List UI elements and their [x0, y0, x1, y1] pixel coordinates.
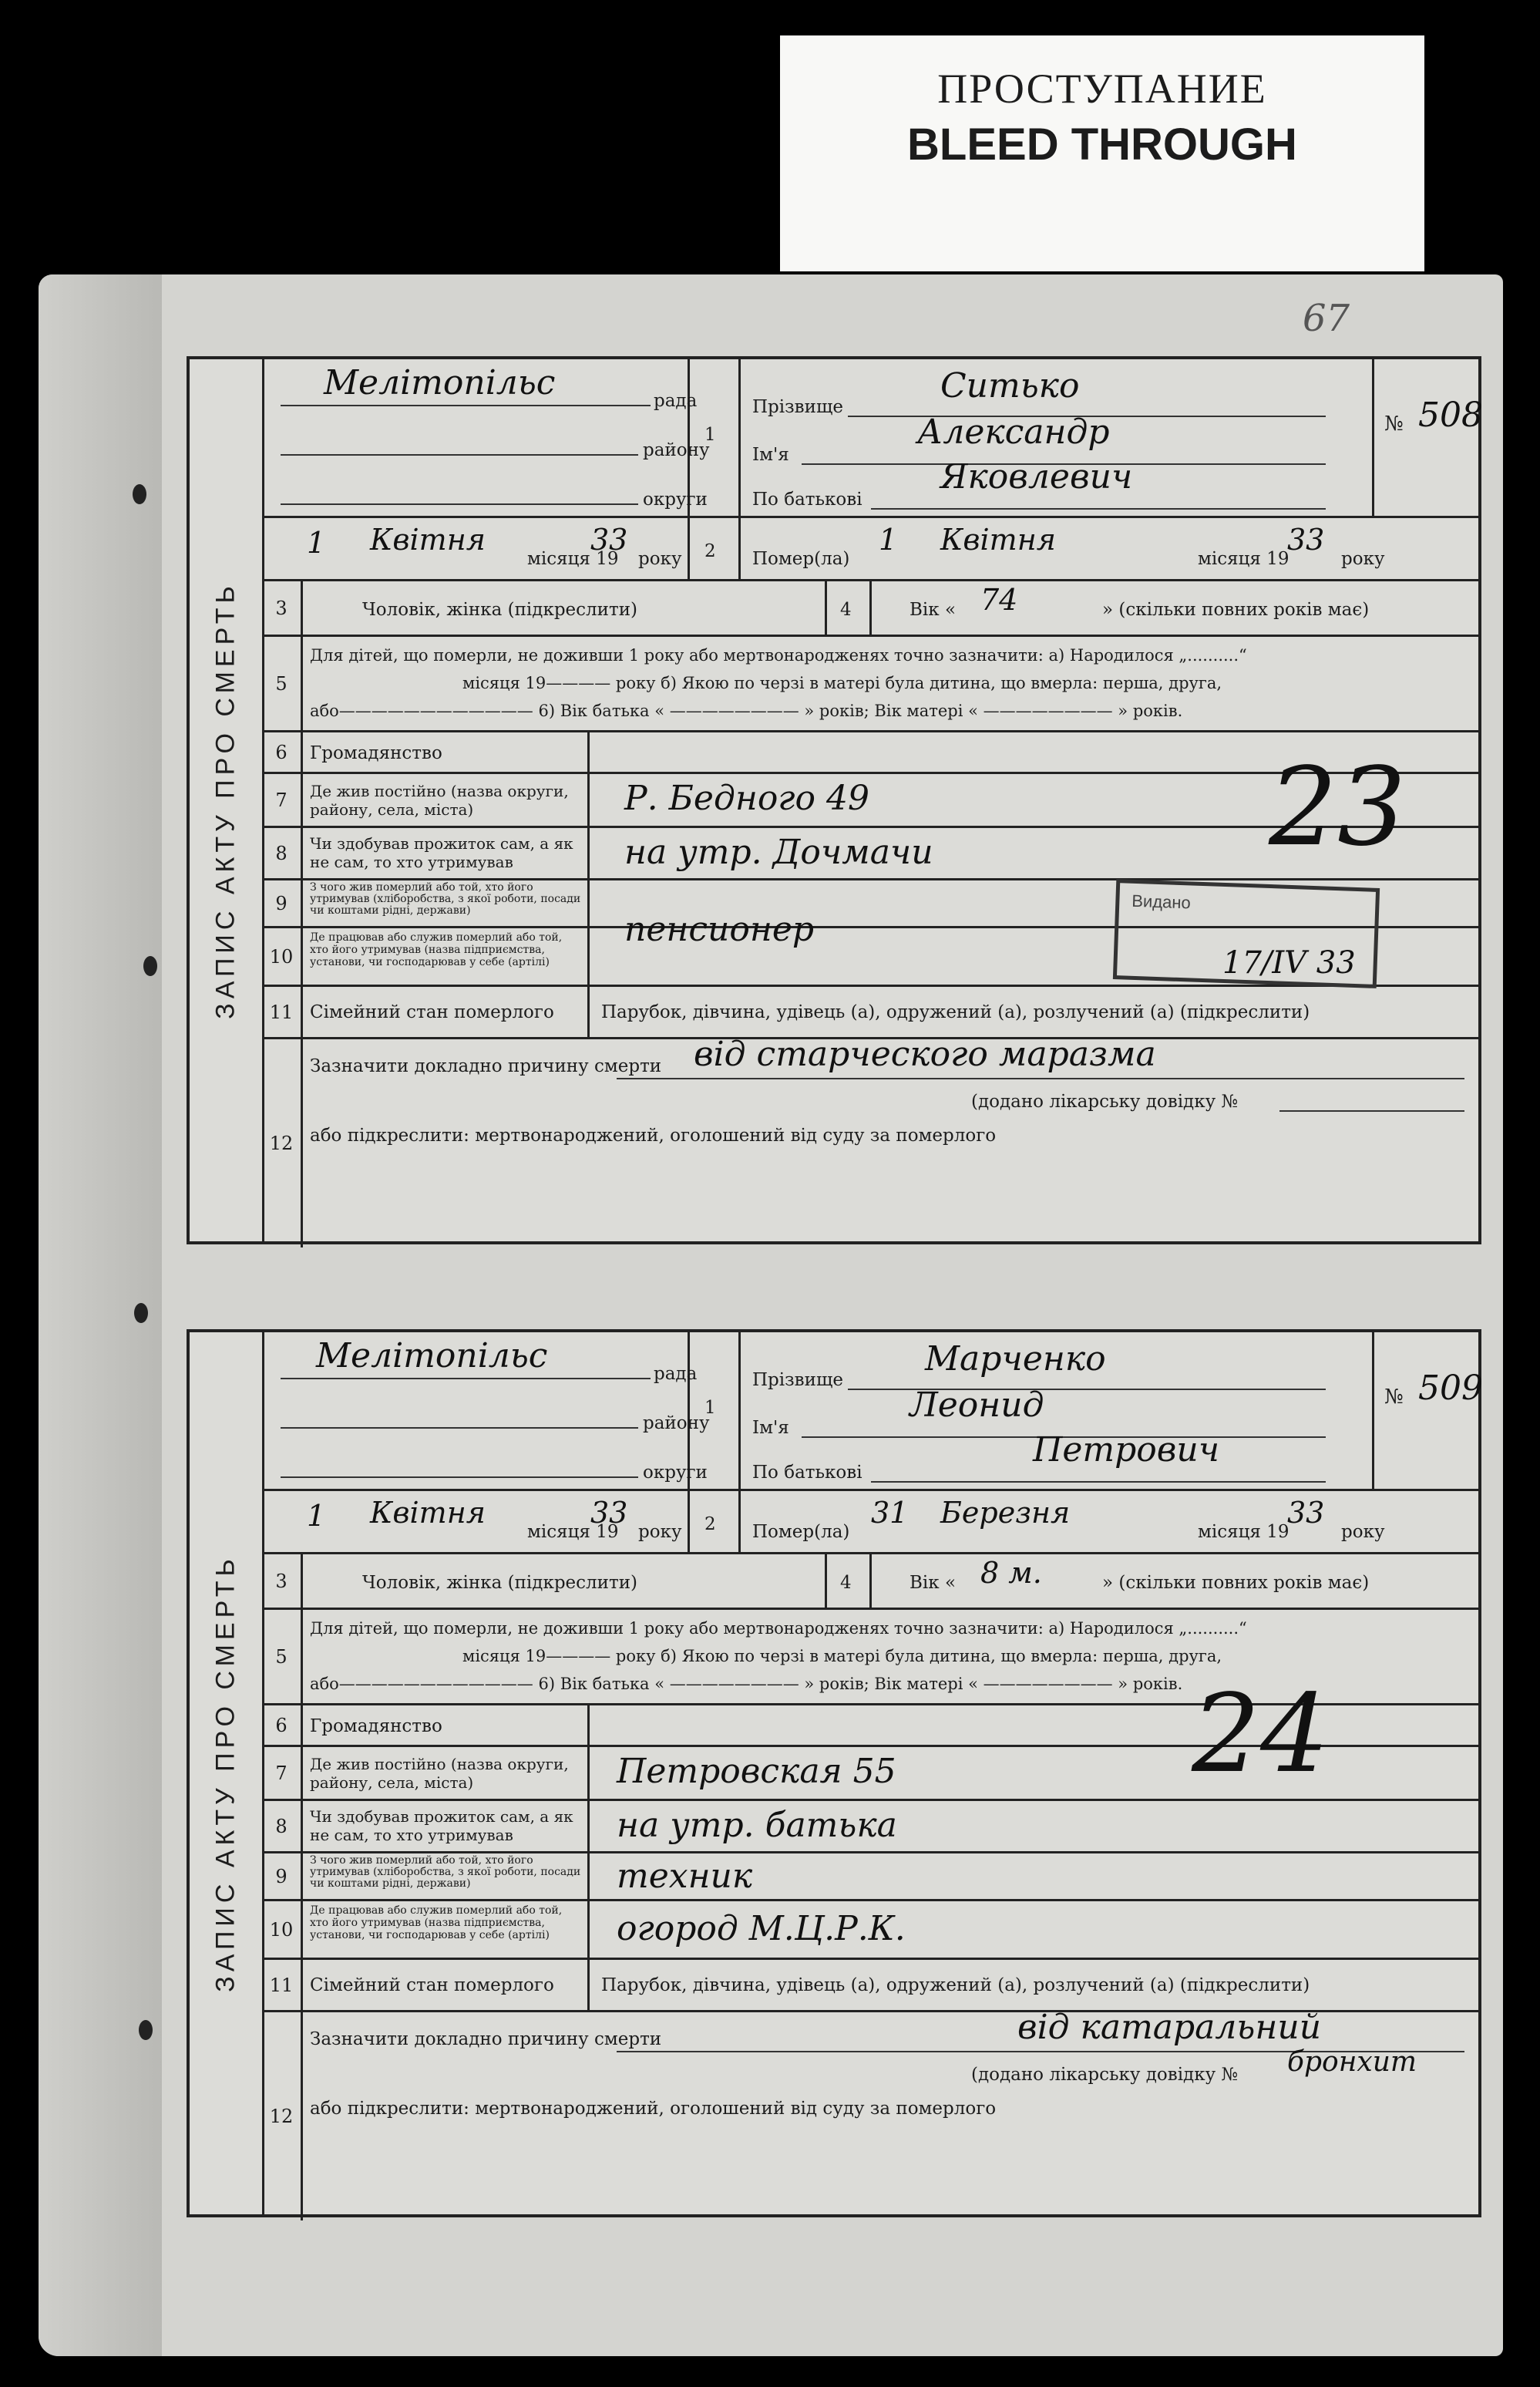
children-line-3: або———————————— 6) Вік батька « ———————— » років; Вік матері « ———————— » років.	[310, 702, 1183, 720]
row-12	[262, 1037, 1478, 1247]
children-line-2: місяця 19———— року б) Якою по черзі в матері була дитина, що вмерла: перша, друга,	[462, 674, 1222, 692]
died-day-handwritten: 1	[879, 523, 898, 557]
citizenship-label: Громадянство	[310, 1716, 442, 1736]
row-number: 11	[262, 1960, 303, 2010]
row-8	[262, 1799, 1478, 1851]
workplace-handwritten: огород М.Ц.Р.К.	[617, 1909, 906, 1948]
marital-label: Сімейний стан померлого	[310, 1002, 554, 1022]
header-row	[262, 357, 1483, 516]
label-line-2: BLEED THROUGH	[907, 120, 1297, 170]
reg-month-handwritten: Квітня	[370, 523, 486, 557]
row-number: 5	[262, 1610, 303, 1703]
rada-handwritten: Мелітопільс	[316, 1336, 548, 1375]
row-number: 2	[704, 1514, 716, 1534]
reg-month-label: місяця 19	[527, 549, 619, 569]
reg-month-label: місяця 19	[527, 1522, 619, 1542]
row-number: 3	[262, 581, 303, 635]
row-10	[262, 1899, 1478, 1958]
name-handwritten: Леонид	[910, 1385, 1044, 1425]
died-label: Помер(ла)	[752, 549, 850, 569]
support-label: Чи здобував прожиток сам, а як не сам, то хто утримував	[310, 1807, 573, 1844]
patronymic-handwritten: Петрович	[1033, 1430, 1220, 1470]
row-number: 1	[704, 1398, 716, 1418]
name-handwritten: Александр	[917, 412, 1110, 452]
row-number: 4	[840, 1573, 852, 1593]
children-line-1: Для дітей, що померли, не доживши 1 року або мертвонародженях точно зазначити: а) Народилося „..........“	[310, 646, 1247, 665]
row-number: 3	[262, 1554, 303, 1608]
raion-label: району	[643, 440, 710, 460]
row-number: 11	[262, 987, 303, 1037]
sex-label: Чоловік, жінка (підкреслити)	[362, 1573, 638, 1593]
row-9	[262, 1851, 1478, 1899]
row-number: 12	[262, 2012, 303, 2220]
workplace-label: Де працював або служив померлий або той, хто його утримував (назва підприємства, установи, чи господарював у себе (артілі)	[310, 931, 563, 968]
row-number: 2	[704, 541, 716, 561]
reg-year-label: року	[638, 549, 682, 569]
sex-label: Чоловік, жінка (підкреслити)	[362, 600, 638, 620]
cause-line-2: або підкреслити: мертвонароджений, оголошений від суду за померлого	[310, 2099, 997, 2119]
died-month-handwritten: Квітня	[940, 523, 1056, 557]
death-record-1	[187, 356, 1481, 1244]
cause-label: Зазначити докладно причину смерти	[310, 1056, 662, 1076]
occupation-handwritten: пенсионер	[624, 910, 815, 949]
children-line-2: місяця 19———— року б) Якою по черзі в матері була дитина, що вмерла: перша, друга,	[462, 1647, 1222, 1665]
died-year-handwritten: 33	[1287, 523, 1325, 557]
row-number: 1	[704, 425, 716, 445]
row-5	[262, 635, 1478, 730]
died-year-label: року	[1341, 549, 1385, 569]
cause-label: Зазначити докладно причину смерти	[310, 2029, 662, 2049]
row-11	[262, 985, 1478, 1037]
income-label: З чого жив померлий або той, хто його утримував (хліборобства, з якої роботи, посади чи коштами рідні, держави)	[310, 881, 581, 917]
side-title-box	[190, 1332, 264, 2214]
row-number: 7	[262, 774, 303, 826]
row-number: 8	[262, 1801, 303, 1851]
died-year-label: року	[1341, 1522, 1385, 1542]
rada-handwritten: Мелітопільс	[324, 363, 556, 402]
row-number: 6	[262, 1705, 303, 1745]
died-year-handwritten: 33	[1287, 1496, 1325, 1530]
row-3-4	[262, 579, 1478, 635]
income-label: З чого жив померлий або той, хто його утримував (хліборобства, з якої роботи, посади чи коштами рідні, держави)	[310, 1854, 581, 1890]
stamp-date-handwritten: 17/IV 33	[1222, 945, 1356, 981]
rada-label: рада	[654, 1364, 698, 1384]
cause-handwritten: від катаральний	[1017, 2008, 1322, 2047]
number-label: №	[1384, 412, 1404, 436]
children-line-3: або———————————— 6) Вік батька « ———————— » років; Вік матері « ———————— » років.	[310, 1675, 1183, 1693]
certificate-note: (додано лікарську довідку №	[971, 1092, 1239, 1112]
age-handwritten: 8 м.	[980, 1556, 1042, 1590]
children-line-1: Для дітей, що померли, не доживши 1 року або мертвонародженях точно зазначити: а) Народилося „..........“	[310, 1619, 1247, 1638]
marital-options: Парубок, дівчина, удівець (а), одружений (а), розлучений (а) (підкреслити)	[601, 1975, 1310, 1995]
okruhy-label: округи	[643, 1463, 708, 1483]
row-number: 9	[262, 1853, 303, 1899]
reg-day-handwritten: 1	[307, 1499, 326, 1533]
occupation-handwritten: техник	[617, 1857, 753, 1896]
record-number-handwritten: 509	[1418, 1369, 1483, 1408]
bleed-through-label	[780, 35, 1424, 271]
age-label: Вік «	[910, 600, 957, 620]
surname-label: Прізвище	[752, 1370, 843, 1390]
age-suffix: » (скільки повних років має)	[1102, 600, 1370, 620]
citizenship-label: Громадянство	[310, 743, 442, 763]
marital-options: Парубок, дівчина, удівець (а), одружений (а), розлучений (а) (підкреслити)	[601, 1002, 1310, 1022]
support-handwritten: на утр. Дочмачи	[624, 833, 933, 872]
patronymic-label: По батькові	[752, 490, 862, 510]
died-day-handwritten: 31	[871, 1496, 909, 1530]
cause-handwritten-2: бронхит	[1287, 2046, 1417, 2078]
record-number-handwritten: 508	[1418, 396, 1483, 435]
died-month-handwritten: Березня	[940, 1496, 1071, 1530]
row-number: 8	[262, 828, 303, 878]
row-number: 9	[262, 880, 303, 926]
age-label: Вік «	[910, 1573, 957, 1593]
row-11	[262, 1958, 1478, 2010]
patronymic-label: По батькові	[752, 1463, 862, 1483]
stamp-text: Видано	[1131, 890, 1192, 913]
reg-year-handwritten: 33	[590, 1496, 628, 1530]
support-label: Чи здобував прожиток сам, а як не сам, то хто утримував	[310, 834, 573, 871]
punch-hole	[134, 1303, 148, 1323]
cause-handwritten: від старческого маразма	[694, 1035, 1156, 1074]
side-title-box	[190, 359, 264, 1241]
died-label: Помер(ла)	[752, 1522, 850, 1542]
raion-label: району	[643, 1413, 710, 1433]
reg-year-handwritten: 33	[590, 523, 628, 557]
reg-month-handwritten: Квітня	[370, 1496, 486, 1530]
cause-line-2: або підкреслити: мертвонароджений, оголошений від суду за померлого	[310, 1126, 997, 1146]
age-handwritten: 74	[980, 583, 1018, 617]
header-row	[262, 1330, 1483, 1489]
residence-label: Де жив постійно (назва округи, району, села, міста)	[310, 782, 569, 819]
row-number: 7	[262, 1747, 303, 1799]
name-label: Ім'я	[752, 1418, 789, 1438]
date-row	[262, 1489, 1478, 1552]
surname-label: Прізвище	[752, 397, 843, 417]
residence-label: Де жив постійно (назва округи, району, села, міста)	[310, 1755, 569, 1792]
marital-label: Сімейний стан померлого	[310, 1975, 554, 1995]
register-number: 23	[1269, 745, 1407, 870]
row-number: 10	[262, 1901, 303, 1958]
workplace-label: Де працював або служив померлий або той, хто його утримував (назва підприємства, установи, чи господарював у себе (артілі)	[310, 1904, 563, 1941]
row-12	[262, 2010, 1478, 2220]
row-number: 12	[262, 1039, 303, 1247]
name-label: Ім'я	[752, 445, 789, 465]
death-record-2	[187, 1329, 1481, 2217]
died-month-label: місяця 19	[1198, 1522, 1289, 1542]
reg-year-label: року	[638, 1522, 682, 1542]
surname-handwritten: Ситько	[940, 366, 1080, 406]
patronymic-handwritten: Яковлевич	[940, 457, 1133, 497]
residence-handwritten: Петровская 55	[617, 1752, 896, 1791]
side-title: ЗАПИС АКТУ ПРО СМЕРТЬ	[210, 581, 240, 1019]
okruhy-label: округи	[643, 490, 708, 510]
punch-hole	[133, 484, 146, 504]
age-suffix: » (скільки повних років має)	[1102, 1573, 1370, 1593]
support-handwritten: на утр. батька	[617, 1806, 897, 1845]
row-number: 5	[262, 637, 303, 730]
row-number: 4	[840, 600, 852, 620]
row-3-4	[262, 1552, 1478, 1608]
row-number: 10	[262, 928, 303, 985]
died-month-label: місяця 19	[1198, 549, 1289, 569]
date-row	[262, 516, 1478, 579]
rada-label: рада	[654, 391, 698, 411]
residence-handwritten: Р. Бедного 49	[624, 779, 870, 818]
reg-day-handwritten: 1	[307, 526, 326, 560]
row-number: 6	[262, 732, 303, 772]
side-title: ЗАПИС АКТУ ПРО СМЕРТЬ	[210, 1554, 240, 1992]
number-label: №	[1384, 1385, 1404, 1409]
page-number: 67	[1303, 297, 1350, 340]
label-line-1: ПРОСТУПАНИЕ	[937, 66, 1267, 112]
certificate-note: (додано лікарську довідку №	[971, 2065, 1239, 2085]
punch-hole	[143, 956, 157, 976]
surname-handwritten: Марченко	[925, 1339, 1106, 1379]
register-number: 24	[1192, 1672, 1330, 1797]
punch-hole	[139, 2020, 153, 2040]
